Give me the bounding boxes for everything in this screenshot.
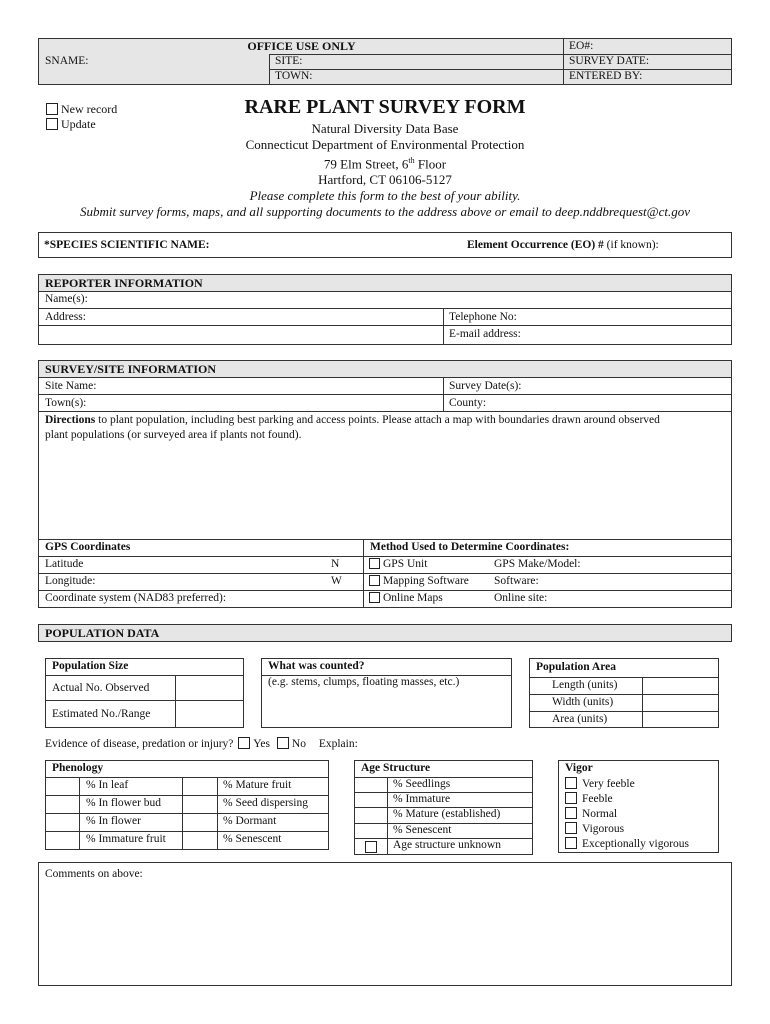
estimated-range-label: Estimated No./Range xyxy=(52,708,151,720)
mapping-software-checkbox[interactable] xyxy=(369,575,380,586)
area-label: Area (units) xyxy=(552,713,608,725)
comments-box xyxy=(38,862,732,986)
phenology-header: Phenology xyxy=(52,762,104,774)
vigor-box xyxy=(558,760,719,853)
eo-known-label: Element Occurrence (EO) # (if known): xyxy=(467,239,659,251)
width-input[interactable] xyxy=(646,695,714,710)
address-block xyxy=(0,121,770,220)
survey-dates-input[interactable] xyxy=(535,379,725,394)
form-title: RARE PLANT SURVEY FORM xyxy=(244,96,526,118)
mapping-software-option[interactable]: Mapping Software xyxy=(369,575,469,587)
online-maps-option[interactable]: Online Maps xyxy=(369,592,443,604)
age-senescent: % Senescent xyxy=(393,824,452,836)
species-name-input[interactable] xyxy=(231,237,471,253)
gps-coordinates-header: GPS Coordinates xyxy=(45,541,131,553)
evidence-yes-checkbox[interactable] xyxy=(238,737,250,749)
age-unknown-checkbox[interactable] xyxy=(365,841,377,853)
longitude-input[interactable] xyxy=(105,574,325,589)
vigor-vigorous[interactable]: Vigorous xyxy=(565,822,624,835)
office-use-box xyxy=(38,38,732,85)
reporter-section xyxy=(38,274,732,345)
vigor-exceptionally-vigorous-checkbox[interactable] xyxy=(565,837,577,849)
address-line-2: Connecticut Department of Environmental Protection xyxy=(245,137,525,152)
site-label: SITE: xyxy=(275,55,303,67)
latitude-label: Latitude xyxy=(45,558,84,570)
evidence-row xyxy=(45,737,358,750)
gps-unit-option[interactable]: GPS Unit xyxy=(369,558,427,570)
directions-text: Directions to plant population, including best parking and access points. Please attach a map with boundaries drawn around observed plant populations (or surveyed area if plants not found). xyxy=(45,414,660,441)
species-name-label: *SPECIES SCIENTIFIC NAME: xyxy=(44,239,210,251)
survey-dates-label: Survey Date(s): xyxy=(449,380,522,392)
phenology-mature-fruit: % Mature fruit xyxy=(223,779,292,791)
towns-input[interactable] xyxy=(95,396,435,411)
area-input[interactable] xyxy=(646,712,714,726)
new-record-option[interactable]: New record xyxy=(46,102,117,117)
coordinate-system-label: Coordinate system (NAD83 preferred): xyxy=(45,592,227,604)
survey-site-section xyxy=(38,360,732,608)
evidence-no-checkbox[interactable] xyxy=(277,737,289,749)
counted-hint: (e.g. stems, clumps, floating masses, etc.) xyxy=(268,676,460,688)
vigor-normal[interactable]: Normal xyxy=(565,807,617,820)
vigor-very-feeble[interactable]: Very feeble xyxy=(565,777,635,790)
population-size-header: Population Size xyxy=(52,660,129,672)
phenology-senescent: % Senescent xyxy=(223,833,282,845)
age-immature: % Immature xyxy=(393,793,451,805)
length-label: Length (units) xyxy=(552,679,618,691)
directions-textarea[interactable] xyxy=(43,447,731,539)
reporter-names-label: Name(s): xyxy=(45,293,88,305)
entered-by-label: ENTERED BY: xyxy=(569,70,643,82)
explain-label: Explain: xyxy=(318,738,358,750)
age-mature: % Mature (established) xyxy=(393,808,501,820)
telephone-input[interactable] xyxy=(529,310,724,325)
office-use-header: OFFICE USE ONLY xyxy=(247,39,356,53)
reporter-address-label: Address: xyxy=(45,311,86,323)
gps-unit-checkbox[interactable] xyxy=(369,558,380,569)
phenology-box xyxy=(45,760,329,850)
vigor-very-feeble-checkbox[interactable] xyxy=(565,777,577,789)
longitude-direction: W xyxy=(331,575,342,587)
explain-input[interactable] xyxy=(392,736,722,752)
method-header: Method Used to Determine Coordinates: xyxy=(370,541,570,553)
vigor-header: Vigor xyxy=(565,762,593,774)
actual-observed-input[interactable] xyxy=(180,679,238,696)
species-box xyxy=(38,232,732,258)
evidence-label: Evidence of disease, predation or injury? xyxy=(45,738,234,750)
address-line-1: Natural Diversity Data Base xyxy=(311,121,459,136)
counted-box xyxy=(261,658,512,728)
address-line-3: 79 Elm Street, 6th Floor xyxy=(323,156,447,172)
comments-label: Comments on above: xyxy=(45,868,143,880)
eo-number-label: EO#: xyxy=(569,40,594,52)
site-name-label: Site Name: xyxy=(45,380,97,392)
phenology-in-flower: % In flower xyxy=(86,815,141,827)
phenology-immature-fruit: % Immature fruit xyxy=(86,833,166,845)
age-seedlings: % Seedlings xyxy=(393,778,451,790)
width-label: Width (units) xyxy=(552,696,614,708)
towns-label: Town(s): xyxy=(45,397,87,409)
age-structure-box xyxy=(354,760,533,855)
online-maps-checkbox[interactable] xyxy=(369,592,380,603)
email-input[interactable] xyxy=(529,327,724,342)
counted-header: What was counted? xyxy=(268,660,365,672)
vigor-feeble-checkbox[interactable] xyxy=(565,792,577,804)
county-label: County: xyxy=(449,397,487,409)
longitude-label: Longitude: xyxy=(45,575,96,587)
site-name-input[interactable] xyxy=(107,379,437,394)
instruction-line: Please complete this form to the best of your ability. xyxy=(249,188,521,204)
phenology-in-flower-bud: % In flower bud xyxy=(86,797,162,809)
population-header: POPULATION DATA xyxy=(38,624,732,642)
latitude-direction: N xyxy=(331,558,340,570)
population-area-header: Population Area xyxy=(536,661,616,673)
address-line-4: Hartford, CT 06106-5127 xyxy=(318,172,452,188)
evidence-no-label: No xyxy=(291,738,306,750)
phenology-seed-dispersing: % Seed dispersing xyxy=(223,797,308,809)
vigor-exceptionally-vigorous[interactable]: Exceptionally vigorous xyxy=(565,837,689,850)
email-label: E-mail address: xyxy=(449,328,521,340)
telephone-label: Telephone No: xyxy=(449,311,517,323)
survey-date-label: SURVEY DATE: xyxy=(569,55,650,67)
reporter-names-input[interactable] xyxy=(99,293,719,308)
phenology-in-leaf: % In leaf xyxy=(86,779,129,791)
reporter-address-input[interactable] xyxy=(95,310,435,325)
latitude-input[interactable] xyxy=(99,557,324,572)
update-option[interactable]: Update xyxy=(46,117,96,132)
population-size-box xyxy=(45,658,244,728)
counted-textarea[interactable] xyxy=(266,691,510,727)
evidence-yes-label: Yes xyxy=(253,738,271,750)
estimated-range-input[interactable] xyxy=(180,705,238,722)
county-input[interactable] xyxy=(495,396,725,411)
vigor-vigorous-checkbox[interactable] xyxy=(565,822,577,834)
age-structure-header: Age Structure xyxy=(361,762,431,774)
gps-make-label: GPS Make/Model: xyxy=(494,558,581,570)
comments-textarea[interactable] xyxy=(43,885,729,985)
population-area-box xyxy=(529,658,719,728)
actual-observed-label: Actual No. Observed xyxy=(52,682,150,694)
vigor-normal-checkbox[interactable] xyxy=(565,807,577,819)
phenology-dormant: % Dormant xyxy=(223,815,277,827)
age-unknown: Age structure unknown xyxy=(393,839,501,851)
coordinate-system-input[interactable] xyxy=(269,591,359,606)
software-label: Software: xyxy=(494,575,539,587)
survey-site-header: SURVEY/SITE INFORMATION xyxy=(39,361,731,378)
sname-label: SNAME: xyxy=(45,55,89,67)
reporter-header: REPORTER INFORMATION xyxy=(39,275,731,292)
submission-line: Submit survey forms, maps, and all supporting documents to the address above or email to deep.nddbrequest@ct.gov xyxy=(79,204,690,220)
online-site-label: Online site: xyxy=(494,592,548,604)
length-input[interactable] xyxy=(646,678,714,693)
town-label: TOWN: xyxy=(275,70,313,82)
vigor-feeble[interactable]: Feeble xyxy=(565,792,613,805)
